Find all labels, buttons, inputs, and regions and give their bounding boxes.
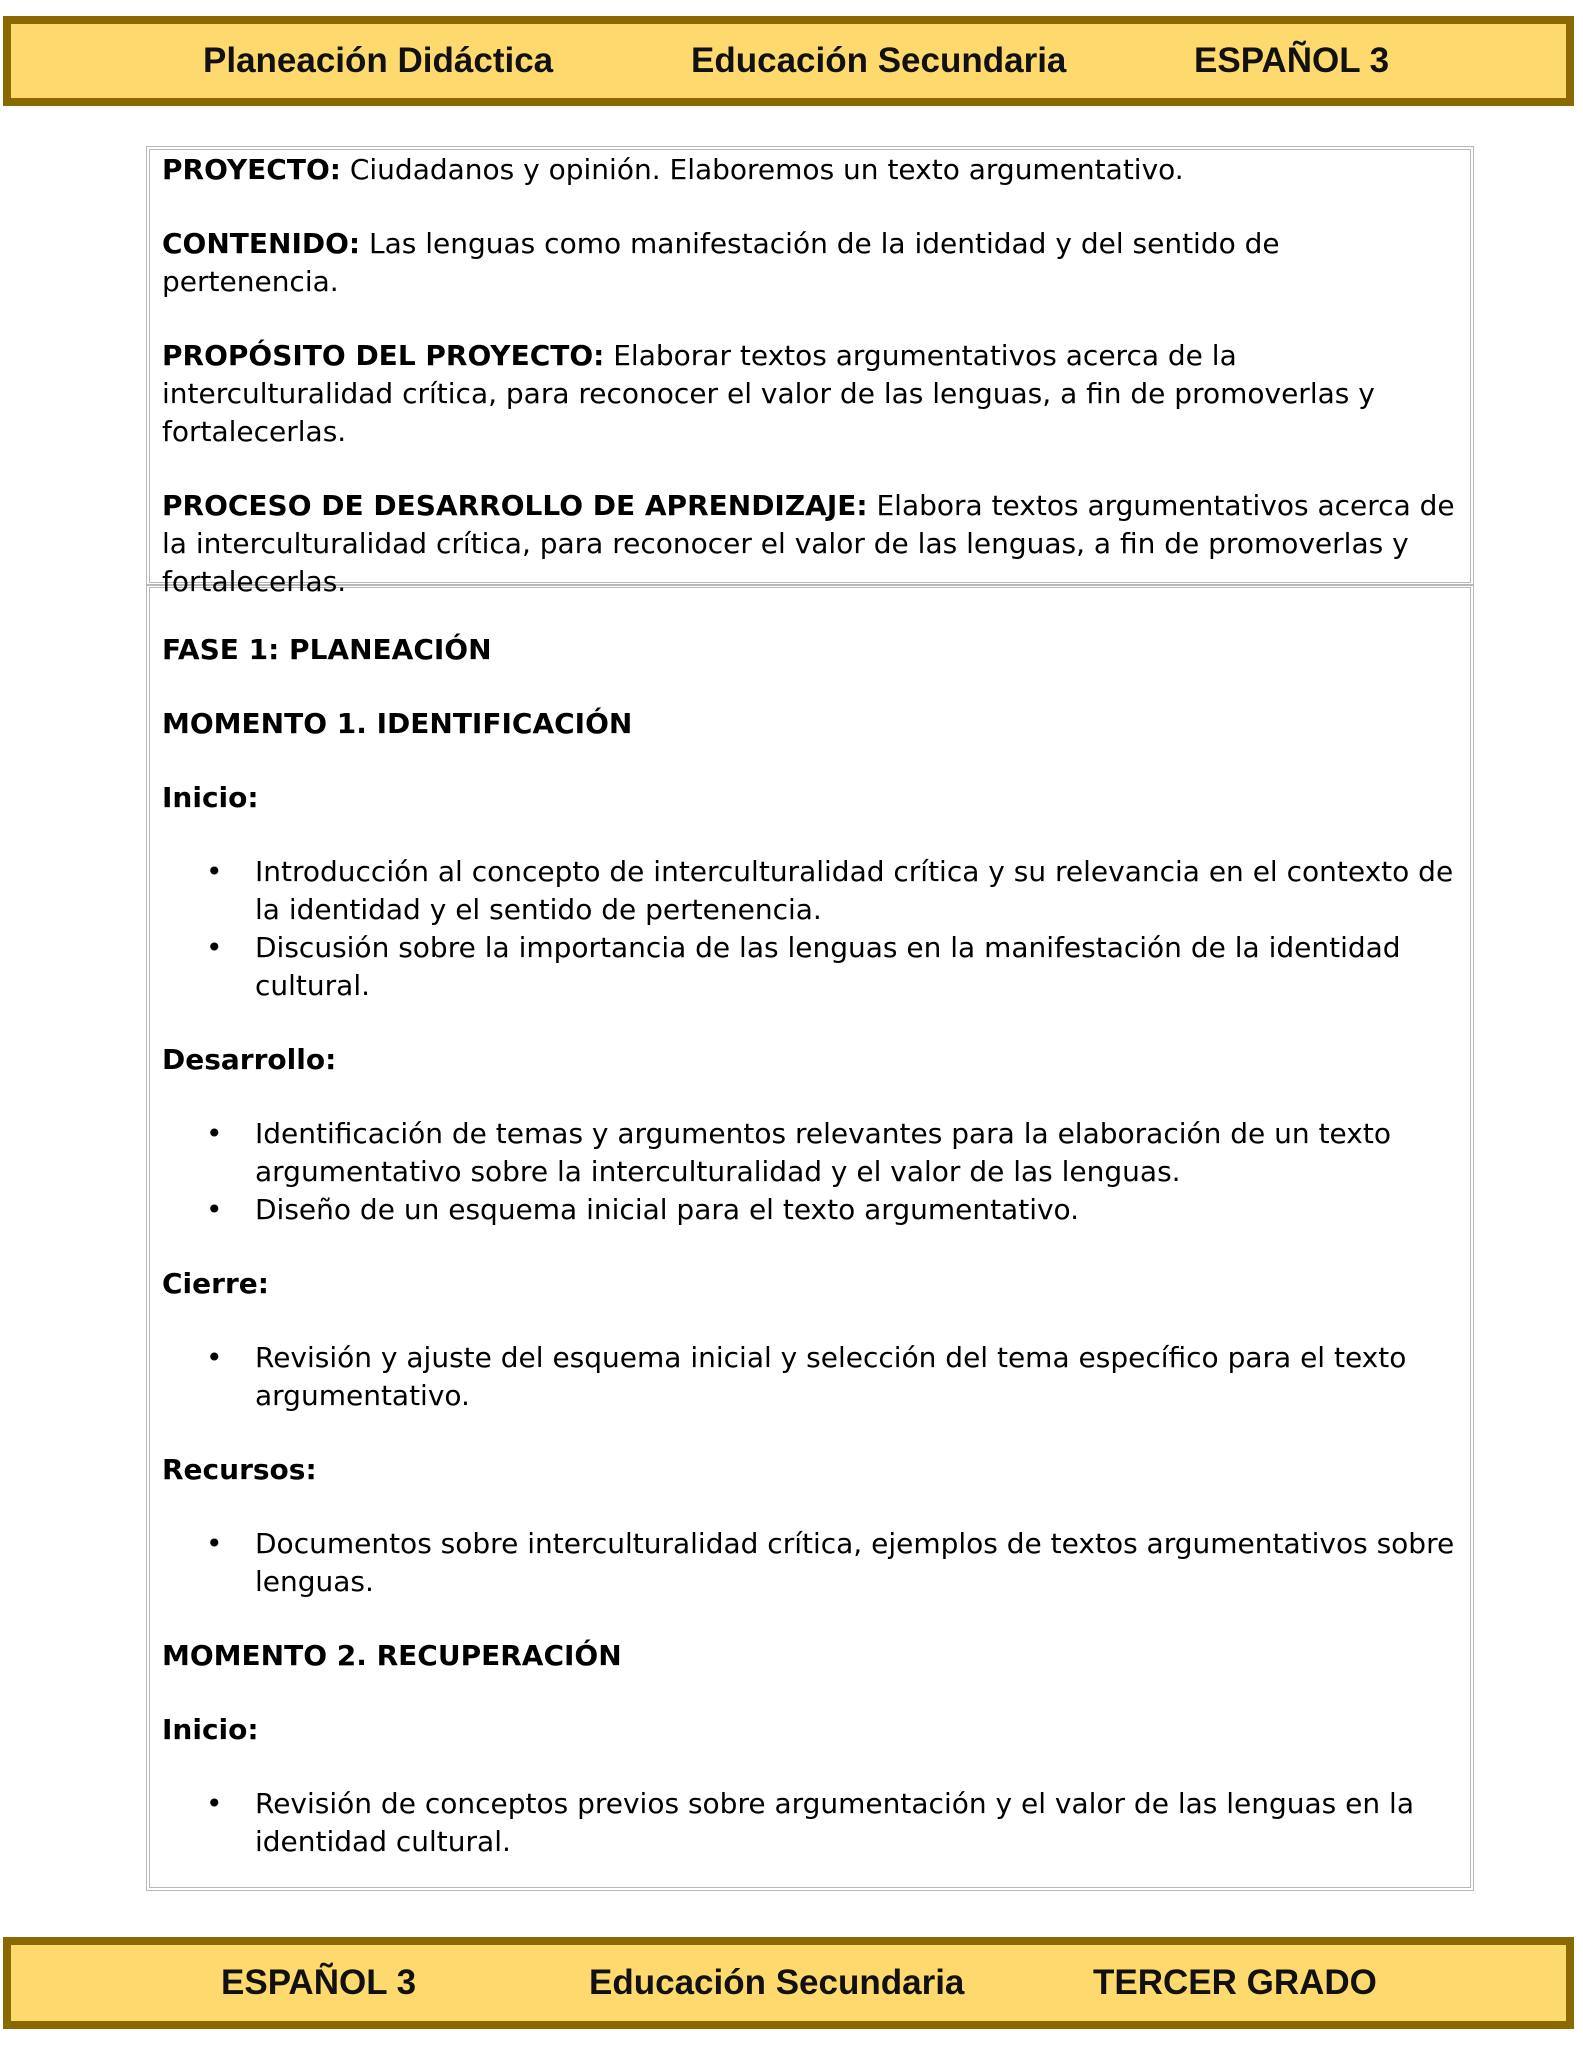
project-info <box>162 151 1462 601</box>
proposito-label: PROPÓSITO DEL PROYECTO: <box>162 339 605 372</box>
proyecto-line <box>162 151 1462 189</box>
inicio-list <box>162 853 1462 1005</box>
footer-grade: TERCER GRADO <box>1093 1963 1377 2002</box>
list-item: • Discusión sobre la importancia de las lenguas en la manifestación de la identidad cultural. <box>162 929 1462 1005</box>
momento2-heading: MOMENTO 2. RECUPERACIÓN <box>162 1639 622 1672</box>
desarrollo-heading: Desarrollo: <box>162 1043 337 1076</box>
list-item: • Revisión y ajuste del esquema inicial y selección del tema específico para el texto argumentativo. <box>162 1339 1462 1415</box>
proyecto-value: Ciudadanos y opinión. Elaboremos un texto argumentativo. <box>340 153 1184 186</box>
list-item: • Identificación de temas y argumentos relevantes para la elaboración de un texto argumentativo sobre la interculturalidad y el valor de las lenguas. <box>162 1115 1462 1191</box>
list-item: • Introducción al concepto de interculturalidad crítica y su relevancia en el contexto de la identidad y el sentido de pertenencia. <box>162 853 1462 929</box>
plan-content <box>162 631 1462 1861</box>
recursos-list <box>162 1525 1462 1601</box>
proposito-line <box>162 337 1462 451</box>
proceso-label: PROCESO DE DESARROLLO DE APRENDIZAJE: <box>162 489 868 522</box>
header-level: Educación Secundaria <box>691 41 1067 80</box>
proyecto-label: PROYECTO: <box>162 153 341 186</box>
cierre-list <box>162 1339 1462 1415</box>
cierre-heading: Cierre: <box>162 1267 269 1300</box>
footer-subject: ESPAÑOL 3 <box>221 1963 417 2002</box>
inicio2-heading: Inicio: <box>162 1713 259 1746</box>
footer-banner <box>3 1937 1574 2029</box>
contenido-label: CONTENIDO: <box>162 227 361 260</box>
contenido-line <box>162 225 1462 301</box>
contenido-value: Las lenguas como manifestación de la identidad y del sentido de pertenencia. <box>162 227 1280 298</box>
recursos-heading: Recursos: <box>162 1453 317 1486</box>
header-title: Planeación Didáctica <box>203 41 554 80</box>
footer-level: Educación Secundaria <box>589 1963 965 2002</box>
list-item: • Diseño de un esquema inicial para el texto argumentativo. <box>162 1191 1462 1229</box>
inicio-heading: Inicio: <box>162 781 259 814</box>
desarrollo-list <box>162 1115 1462 1229</box>
inicio2-list <box>162 1785 1462 1861</box>
proposito-value: Elaborar textos argumentativos acerca de la interculturalidad crítica, para reconocer el valor de las lenguas, a fin de promoverlas y fortalecerlas. <box>162 339 1375 448</box>
header-subject: ESPAÑOL 3 <box>1194 41 1390 80</box>
proceso-line <box>162 487 1462 601</box>
momento1-heading: MOMENTO 1. IDENTIFICACIÓN <box>162 707 633 740</box>
list-item: • Revisión de conceptos previos sobre argumentación y el valor de las lenguas en la identidad cultural. <box>162 1785 1462 1861</box>
fase-heading: FASE 1: PLANEACIÓN <box>162 633 492 666</box>
list-item: • Documentos sobre interculturalidad crítica, ejemplos de textos argumentativos sobre lenguas. <box>162 1525 1462 1601</box>
header-banner <box>3 16 1574 106</box>
proceso-value: Elabora textos argumentativos acerca de la interculturalidad crítica, para reconocer el valor de las lenguas, a fin de promoverlas y fortalecerlas. <box>162 489 1455 598</box>
